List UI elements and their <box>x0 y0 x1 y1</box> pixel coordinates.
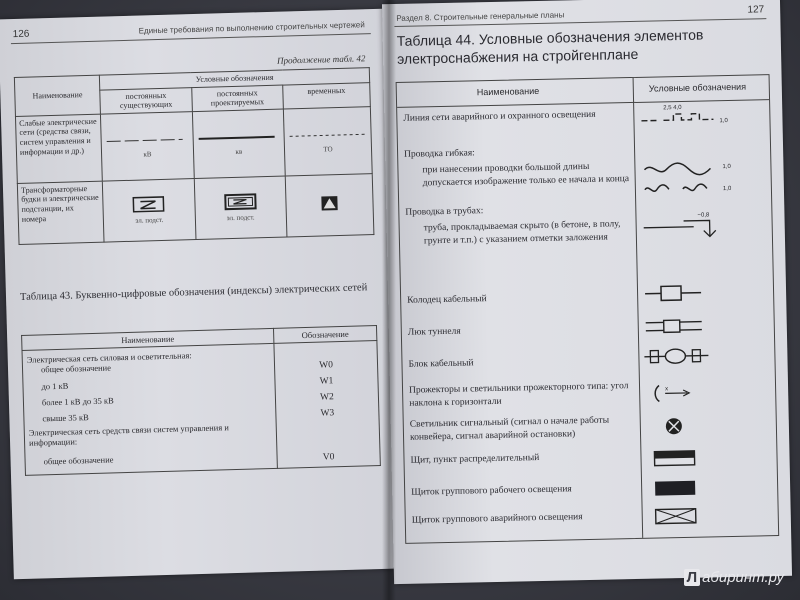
t44-row-signal: Светильник сигнальный (сигнал о начале работы конвейера, сигнал аварийной остановки) <box>409 415 610 443</box>
t44-row-shield: Щит, пункт распределительный <box>410 453 540 466</box>
t42-sub-designed: постоянных проектируемых <box>191 85 283 112</box>
t42-sym-trans-existing <box>103 178 196 242</box>
cable-well-symbol <box>641 282 711 303</box>
t44-sym-pipe <box>639 211 768 249</box>
weak-network-temporary-symbol <box>287 127 367 143</box>
t43-code-1: W0 <box>319 360 334 371</box>
t42-trans-sub-designed: эл. подст. <box>226 213 255 223</box>
transformer-temporary-symbol <box>319 195 339 214</box>
table-44-title: Таблица 44. Условные обозначения элементов электроснабжения на стройгенплане <box>396 26 704 68</box>
t44-sym-work-light <box>645 477 773 503</box>
signal-lamp-symbol <box>644 414 714 437</box>
t44-col-name: Наименование <box>476 85 540 98</box>
projector-symbol <box>643 380 713 405</box>
transformer-designed-symbol <box>223 193 257 212</box>
t44-row-flexible: Проводка гибкая: <box>404 148 475 160</box>
t44-sym-flex-ends <box>639 179 767 203</box>
t42-code-designed: кв <box>235 147 243 156</box>
t44-sym-projector <box>643 379 772 411</box>
t44-sym-emerg-light <box>646 505 774 531</box>
t43-col-name: Наименование <box>22 328 274 350</box>
t42-col-name: Наименование <box>14 75 100 116</box>
publisher-watermark <box>684 569 784 586</box>
t42-sub-temporary: временных <box>283 82 371 109</box>
t42-trans-sub-existing: эл. подст. <box>135 215 164 225</box>
t44-row-emergency: Линия сети аварийного и охранного освещения <box>403 109 596 124</box>
t44-header <box>397 75 769 108</box>
tunnel-hatch-symbol <box>642 316 712 335</box>
weak-network-existing-symbol <box>105 133 185 149</box>
t43-row-4: свыше 35 кВ <box>42 412 89 424</box>
flex-annot: 1,0 <box>722 163 731 171</box>
book-gutter <box>382 0 396 600</box>
t43-row-1: общее обозначение <box>40 362 112 375</box>
t42-row-weak-networks: Слабые электрические сети (средства связи, систем управления и информации и др.) <box>15 114 102 183</box>
cable-block-symbol <box>642 344 716 368</box>
t44-sym-well <box>641 281 769 309</box>
left-page-number: 126 <box>12 28 30 41</box>
t44-row-pipe-hidden: труба, прокладываемая скрыто (в бетоне, в полу, грунте и т.п.) с указанием отметки заложения <box>423 219 621 247</box>
t44-col-symbols: Условные обозначения <box>648 81 747 94</box>
emergency-lighting-panel-symbol <box>646 506 716 525</box>
flexible-wire-symbol <box>638 160 731 178</box>
watermark-letter: Л <box>684 569 701 586</box>
table-43-caption: Таблица 43. Буквенно-цифровые обозначения (индексы) электрических сетей <box>19 282 368 303</box>
t43-row-3: более 1 кВ до 35 кВ <box>41 395 114 408</box>
t43-code-3: W2 <box>319 392 334 403</box>
watermark-text: абиринт.ру <box>702 569 784 586</box>
pipe-annot: 1,0 <box>722 185 732 193</box>
t43-code-4: W3 <box>320 408 335 419</box>
right-page <box>382 0 792 584</box>
table-43 <box>21 325 381 476</box>
t44-row-projector: Прожекторы и светильники прожекторного типа: угол наклона к горизонтали <box>408 381 629 409</box>
work-lighting-panel-symbol <box>645 478 715 497</box>
transformer-existing-symbol <box>132 195 166 214</box>
table-44 <box>396 74 780 544</box>
t44-row-work-light: Щиток группового рабочего освещения <box>411 484 572 498</box>
distribution-panel-symbol <box>644 448 714 467</box>
t43-code-2: W1 <box>319 376 334 387</box>
right-running-head: Раздел 8. Строительные генеральные планы <box>396 10 565 23</box>
t43-codes-cell <box>274 341 380 468</box>
t42-col-symbols: Условные обозначения <box>100 68 370 90</box>
t44-sym-block <box>642 343 771 373</box>
t42-code-existing: кВ <box>143 150 152 159</box>
weak-network-designed-symbol <box>196 130 276 146</box>
hidden-pipe-symbol <box>639 212 740 244</box>
t44-sym-emergency <box>637 103 765 131</box>
t43-names-cell <box>22 344 277 475</box>
t43-row-6: общее обозначение <box>43 453 114 466</box>
t42-sym-weak-temp <box>283 106 372 175</box>
continuation-label: Продолжение табл. 42 <box>276 53 366 66</box>
t44-row-flex-long: при нанесении проводки большой длины допускается изображение только ее начала и конца <box>422 161 630 189</box>
left-running-head: Единые требования по выполнению строительных чертежей <box>138 20 365 36</box>
t44-sym-shield <box>644 447 772 473</box>
t44-sym-signal <box>644 413 773 443</box>
left-head-rule <box>11 33 371 44</box>
t43-code-6: V0 <box>322 452 335 463</box>
t42-row-transformers: Трансформаторные будки и электрические подстанции, их номера <box>17 181 104 244</box>
t42-sub-existing: постоянных существующих <box>100 87 192 114</box>
flexible-wire-ends-symbol <box>639 180 732 198</box>
t44-row-block: Блок кабельный <box>408 358 474 370</box>
right-page-number: 127 <box>747 4 765 16</box>
t43-col-code: Обозначение <box>273 326 376 344</box>
t42-sym-weak-designed <box>192 109 285 179</box>
t42-code-temp: ТО <box>323 145 333 154</box>
t42-sym-weak-existing <box>101 111 194 181</box>
left-page <box>0 9 398 580</box>
table-42 <box>14 67 375 245</box>
t42-sym-trans-temp <box>285 173 374 236</box>
emergency-annot: 1,0 <box>719 118 728 125</box>
t44-row-well: Колодец кабельный <box>407 294 487 306</box>
t44-sym-hatch <box>642 315 770 341</box>
t43-row-2: до 1 кВ <box>41 380 69 391</box>
t44-row-emerg-light: Щиток группового аварийного освещения <box>411 512 583 526</box>
t44-row-hatch: Люк туннеля <box>407 326 461 338</box>
emergency-dims: 2,5 4,0 <box>663 104 682 112</box>
svg-text:x: x <box>665 386 669 393</box>
t43-row-5: Электрическая сеть средств связи систем управления и информации: <box>28 422 229 449</box>
t42-sym-trans-designed <box>194 176 287 240</box>
t43-row-0: Электрическая сеть силовая и осветительная: <box>26 350 192 365</box>
t44-row-pipe: Проводка в трубах: <box>405 206 484 218</box>
pipe-depth-annot: −0,8 <box>697 212 710 219</box>
